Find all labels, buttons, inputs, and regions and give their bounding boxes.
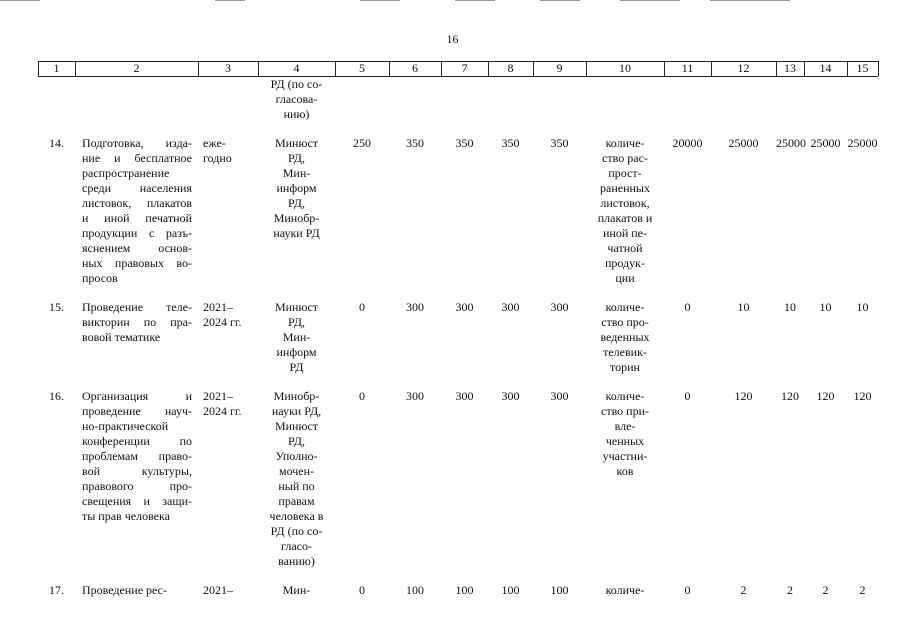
value-cell-11: 0 bbox=[684, 300, 691, 314]
indicator-cell bbox=[586, 300, 664, 375]
page-number: 16 bbox=[446, 32, 459, 46]
indicator-cell-line: продук- bbox=[604, 256, 645, 270]
executors-cell-line: науки РД bbox=[273, 226, 320, 240]
column-header-11: 11 bbox=[681, 61, 694, 75]
value-cell-6: 300 bbox=[406, 300, 424, 314]
value-cell-14: 2 bbox=[822, 583, 829, 597]
executors-cell-line: Уполно- bbox=[275, 449, 318, 463]
measure-name-cell-line: Проведение рес- bbox=[82, 583, 167, 597]
indicator-cell-line: телевик- bbox=[603, 345, 647, 359]
executors-cell-line: Минюст bbox=[274, 136, 319, 150]
indicator-cell-line: плакатов и bbox=[597, 211, 653, 225]
value-cell-7: 350 bbox=[455, 136, 474, 150]
indicator-cell-line: торин bbox=[610, 360, 640, 374]
value-cell-6: 350 bbox=[406, 136, 424, 150]
value-cell-8: 100 bbox=[501, 583, 520, 597]
value-cell-13: 25000 bbox=[776, 136, 806, 150]
executors-cell-line: мочен- bbox=[278, 464, 315, 478]
executors-cell-line: науки РД, bbox=[271, 404, 322, 418]
value-cell-12: 25000 bbox=[728, 136, 759, 150]
indicator-cell-line: иной пе- bbox=[602, 226, 647, 240]
executors-cell-line: РД, bbox=[288, 196, 305, 210]
column-header-9: 9 bbox=[556, 61, 563, 75]
value-cell-14: 120 bbox=[816, 389, 835, 403]
executors-cell-line: Мин- bbox=[282, 330, 311, 344]
executors-cell-line: РД bbox=[289, 360, 304, 374]
executors-cell-line: РД (по со- bbox=[270, 524, 323, 538]
executors-cell-line: Минюст bbox=[274, 419, 319, 433]
value-cell-15: 2 bbox=[859, 583, 866, 597]
indicator-cell-line: листовок, bbox=[600, 196, 650, 210]
indicator-cell bbox=[586, 136, 664, 286]
period-cell-line: 2021– bbox=[203, 300, 233, 314]
value-cell-9: 350 bbox=[550, 136, 569, 150]
executors-cell-line: Минобр- bbox=[273, 211, 320, 225]
indicator-cell-line: ство при- bbox=[601, 404, 649, 418]
indicator-cell bbox=[586, 583, 664, 598]
measure-name-cell bbox=[82, 300, 192, 345]
column-header-8: 8 bbox=[507, 61, 514, 75]
value-cell-8: 300 bbox=[501, 300, 520, 314]
measure-name-cell-line: ние и бесплатное bbox=[82, 151, 192, 165]
value-cell-9: 300 bbox=[550, 389, 569, 403]
column-header-3: 3 bbox=[225, 61, 231, 75]
measure-name-cell-line: Подготовка, изда- bbox=[82, 136, 192, 150]
executors-cell-line: правам bbox=[278, 494, 315, 508]
scan-edge-line bbox=[215, 0, 245, 1]
table-column-border bbox=[878, 61, 879, 76]
period-cell bbox=[203, 583, 258, 598]
measure-name-cell-line: конференции по bbox=[82, 434, 192, 448]
executors-cell bbox=[258, 136, 335, 241]
measure-name-cell-line: яснением основ- bbox=[82, 241, 192, 255]
column-header-2: 2 bbox=[133, 61, 140, 75]
scan-edge-line bbox=[0, 0, 40, 1]
column-header-5: 5 bbox=[359, 61, 365, 75]
executors-cell-line: РД (по со- bbox=[270, 77, 323, 91]
value-cell-5: 0 bbox=[359, 389, 365, 403]
indicator-cell-line: участни- bbox=[602, 449, 648, 463]
executors-cell-line: ный по bbox=[278, 479, 315, 493]
executors-cell bbox=[258, 77, 335, 122]
indicator-cell-line: раненных bbox=[600, 181, 650, 195]
value-cell-8: 350 bbox=[501, 136, 520, 150]
value-cell-12: 2 bbox=[740, 583, 747, 597]
row-number: 15. bbox=[49, 300, 64, 314]
value-cell-11: 0 bbox=[684, 389, 691, 403]
executors-cell-line: Мин- bbox=[282, 166, 311, 180]
value-cell-12: 120 bbox=[734, 389, 753, 403]
column-header-10: 10 bbox=[619, 61, 631, 75]
period-cell-line: 2021– bbox=[203, 389, 233, 403]
indicator-cell bbox=[586, 389, 664, 479]
row-number: 17. bbox=[49, 583, 64, 597]
indicator-cell-line: вле- bbox=[614, 419, 636, 433]
value-cell-7: 300 bbox=[455, 389, 474, 403]
value-cell-8: 300 bbox=[501, 389, 520, 403]
column-header-4: 4 bbox=[293, 61, 300, 75]
measure-name-cell-line: свещения и защи- bbox=[82, 494, 192, 508]
value-cell-6: 100 bbox=[406, 583, 424, 597]
executors-cell-line: информ bbox=[276, 181, 317, 195]
indicator-cell-line: чатной bbox=[607, 241, 643, 255]
executors-cell bbox=[258, 389, 335, 569]
value-cell-14: 25000 bbox=[810, 136, 841, 150]
period-cell-line: 2024 гг. bbox=[203, 404, 242, 418]
executors-cell-line: Минюст bbox=[274, 300, 319, 314]
scan-edge-line bbox=[710, 0, 790, 1]
indicator-cell-line: ство рас- bbox=[602, 151, 648, 165]
measure-name-cell-line: викторин по пра- bbox=[82, 315, 192, 329]
value-cell-15: 120 bbox=[853, 389, 872, 403]
executors-cell-line: РД, bbox=[288, 151, 305, 165]
scan-edge-line bbox=[455, 0, 495, 1]
measure-name-cell-line: но-практической bbox=[82, 419, 169, 433]
scan-edge-line bbox=[620, 0, 680, 1]
executors-cell bbox=[258, 300, 335, 375]
measure-name-cell-line: проблемам право- bbox=[82, 449, 192, 463]
period-cell-line: еже- bbox=[203, 136, 226, 150]
column-header-14: 14 bbox=[819, 61, 832, 75]
measure-name-cell-line: ных правовых во- bbox=[82, 256, 192, 270]
measure-name-cell-line: Проведение теле- bbox=[82, 300, 192, 314]
value-cell-5: 0 bbox=[359, 300, 365, 314]
measure-name-cell-line: просов bbox=[82, 271, 118, 285]
value-cell-15: 10 bbox=[856, 300, 869, 314]
indicator-cell-line: прост- bbox=[608, 166, 642, 180]
measure-name-cell-line: среди населения bbox=[82, 181, 192, 195]
value-cell-7: 300 bbox=[455, 300, 474, 314]
indicator-cell-line: веденных bbox=[600, 330, 650, 344]
indicator-cell-line: ченных bbox=[605, 434, 645, 448]
measure-name-cell-line: Организация и bbox=[82, 389, 192, 403]
measure-name-cell bbox=[82, 136, 192, 286]
value-cell-14: 10 bbox=[819, 300, 832, 314]
value-cell-12: 10 bbox=[737, 300, 750, 314]
scan-edge-line bbox=[540, 0, 580, 1]
period-cell-line: годно bbox=[203, 151, 232, 165]
period-cell-line: 2024 гг. bbox=[203, 315, 242, 329]
executors-cell-line: нию) bbox=[283, 107, 310, 121]
value-cell-5: 250 bbox=[353, 136, 371, 150]
indicator-cell-line: ков bbox=[616, 464, 634, 478]
column-header-1: 1 bbox=[53, 61, 60, 75]
executors-cell bbox=[258, 583, 335, 598]
column-header-7: 7 bbox=[461, 61, 468, 75]
period-cell bbox=[203, 136, 258, 166]
measure-name-cell-line: проведение науч- bbox=[82, 404, 192, 418]
value-cell-11: 0 bbox=[684, 583, 691, 597]
measure-name-cell-line: распространение bbox=[82, 166, 170, 180]
period-cell-line: 2021– bbox=[203, 583, 233, 597]
measure-name-cell-line: и иной печатной bbox=[82, 211, 192, 225]
measure-name-cell-line: продукции с разъ- bbox=[82, 226, 192, 240]
indicator-cell-line: количе- bbox=[605, 389, 645, 403]
value-cell-13: 120 bbox=[781, 389, 799, 403]
executors-cell-line: РД, bbox=[288, 315, 305, 329]
scan-edge-line bbox=[360, 0, 400, 1]
executors-cell-line: гласо- bbox=[281, 539, 312, 553]
value-cell-9: 300 bbox=[550, 300, 569, 314]
value-cell-9: 100 bbox=[550, 583, 569, 597]
column-header-13: 13 bbox=[784, 61, 796, 75]
executors-cell-line: Минобр- bbox=[273, 389, 320, 403]
indicator-cell-line: количе- bbox=[605, 583, 645, 597]
executors-cell-line: РД, bbox=[288, 434, 305, 448]
measure-name-cell bbox=[82, 389, 192, 524]
measure-name-cell-line: листовок, плакатов bbox=[82, 196, 192, 210]
value-cell-5: 0 bbox=[359, 583, 365, 597]
executors-cell-line: Мин- bbox=[282, 583, 311, 597]
column-header-12: 12 bbox=[737, 61, 750, 75]
executors-cell-line: ванию) bbox=[278, 554, 315, 568]
executors-cell-line: гласова- bbox=[275, 92, 318, 106]
measure-name-cell bbox=[82, 583, 192, 598]
period-cell bbox=[203, 300, 258, 330]
indicator-cell-line: количе- bbox=[605, 136, 645, 150]
period-cell bbox=[203, 389, 258, 419]
indicator-cell-line: количе- bbox=[605, 300, 645, 314]
measure-name-cell-line: ты прав человека bbox=[82, 509, 170, 523]
indicator-cell-line: ции bbox=[615, 271, 635, 285]
measure-name-cell-line: вовой тематике bbox=[82, 330, 161, 344]
indicator-cell-line: ство про- bbox=[601, 315, 649, 329]
executors-cell-line: человека в bbox=[269, 509, 324, 523]
value-cell-15: 25000 bbox=[847, 136, 878, 150]
value-cell-7: 100 bbox=[455, 583, 474, 597]
column-header-6: 6 bbox=[412, 61, 418, 75]
column-header-15: 15 bbox=[856, 61, 869, 75]
value-cell-11: 20000 bbox=[672, 136, 703, 150]
value-cell-6: 300 bbox=[406, 389, 424, 403]
row-number: 16. bbox=[49, 389, 64, 403]
value-cell-13: 2 bbox=[787, 583, 793, 597]
measure-name-cell-line: правового про- bbox=[82, 479, 192, 493]
executors-cell-line: информ bbox=[276, 345, 317, 359]
row-number: 14. bbox=[49, 136, 64, 150]
measure-name-cell-line: вой культуры, bbox=[82, 464, 192, 478]
value-cell-13: 10 bbox=[784, 300, 796, 314]
